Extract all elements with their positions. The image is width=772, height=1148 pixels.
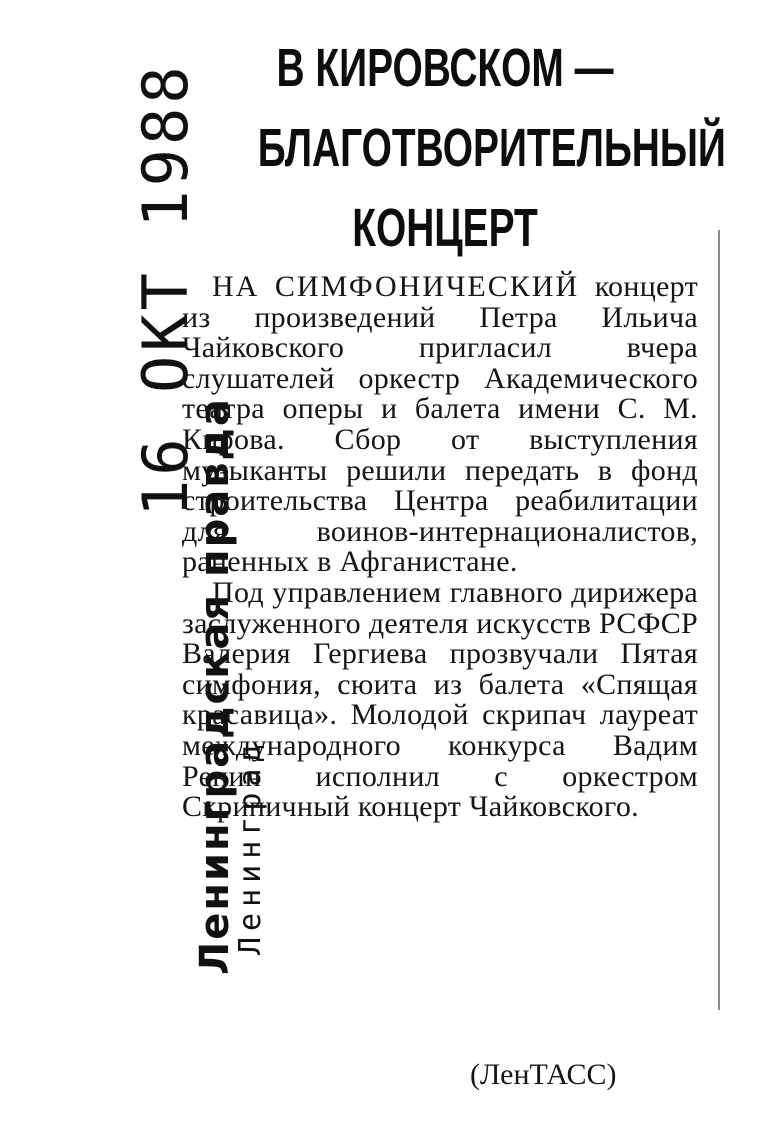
article-paragraph-1-text: концерт из произведений Петра Ильича Чайковского пригласил вчера слушателей оркестр Академического театра оперы и балета имени С. М. Кирова. Сбор от выступления музыканты решили передать в фонд строительства Центра реабилитации для воинов-интернационалистов, раненных в Афганистане. xyxy=(182,270,698,579)
article-lead-word-2: СИМФОНИЧЕСКИЙ xyxy=(274,270,580,303)
article-lead-word: НА xyxy=(212,270,260,303)
column-rule xyxy=(718,230,720,1010)
stamp-date: 16 ОКТ 1988 xyxy=(129,62,202,517)
article-body xyxy=(182,272,698,823)
headline-line-3: КОНЦЕРТ xyxy=(352,198,538,258)
article-paragraph-1 xyxy=(182,272,698,578)
stamp-newspaper-name: Ленинградская правда xyxy=(192,397,238,975)
headline-line-1: В КИРОВСКОМ — xyxy=(276,38,614,98)
article-paragraph-2: Под управлением главного дирижера заслуженного деятеля искусств РСФСР Валерия Гергиева прозвучали Пятая симфония, сюита из балета «Спящая красавица». Молодой скрипач лауреат международного конкурса Вадим Репин исполнил с оркестром Скрипичный концерт Чайковского. xyxy=(182,575,698,824)
headline xyxy=(185,28,726,268)
stamp-city: Ленинград xyxy=(233,738,268,955)
article-source: (ЛенТАСС) xyxy=(470,1058,617,1091)
headline-line-2: БЛАГОТВОРИТЕЛЬНЫЙ xyxy=(257,118,726,178)
